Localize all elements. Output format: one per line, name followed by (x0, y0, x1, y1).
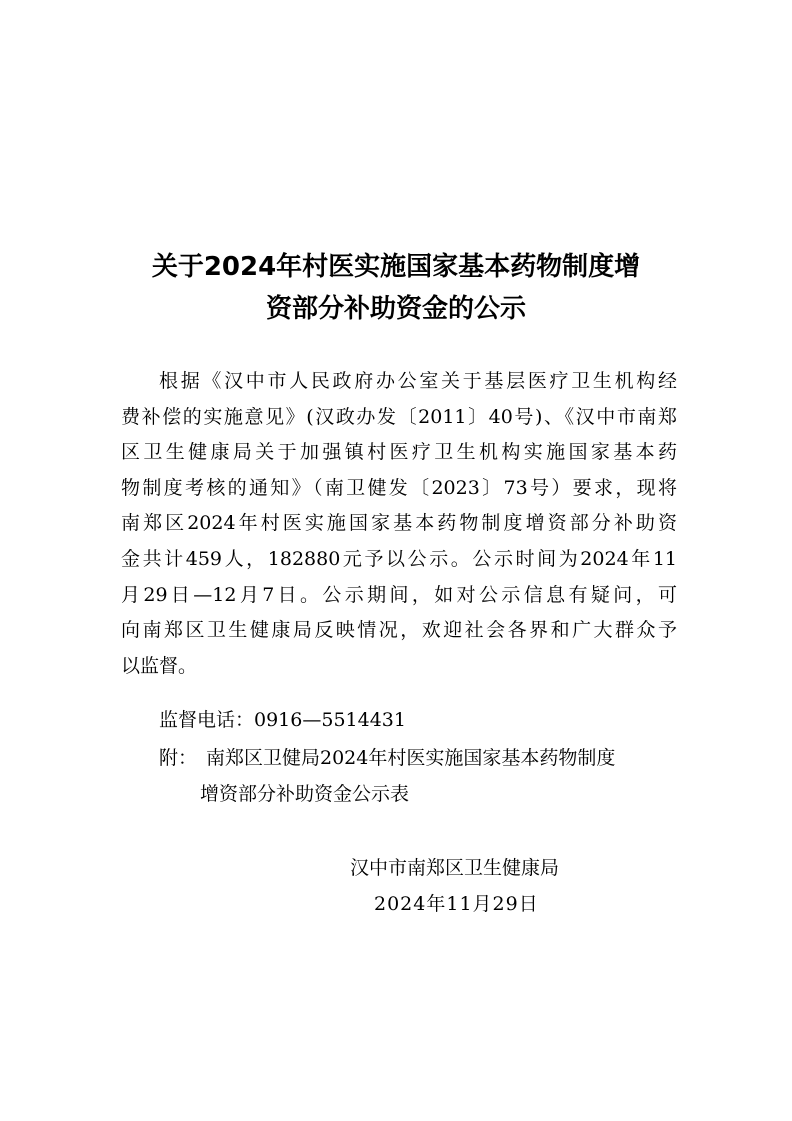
supervision-phone: 监督电话：0916—5514431 (159, 709, 406, 731)
issuing-organization: 汉中市南郑区卫生健康局 (350, 857, 560, 879)
body-line-3: 区卫生健康局关于加强镇村医疗卫生机构实施国家基本药 (121, 441, 677, 464)
issue-date: 2024年11月29日 (374, 893, 539, 915)
attachment-line-1: 南郑区卫健局2024年村医实施国家基本药物制度 (206, 747, 616, 769)
body-line-7: 月29日—12月7日。公示期间，如对公示信息有疑问，可 (121, 583, 677, 606)
attachment-content (200, 740, 616, 812)
title-line-1: 关于2024年村医实施国家基本药物制度增 (151, 252, 641, 282)
body-line-8: 向南郑区卫生健康局反映情况，欢迎社会各界和广大群众予 (121, 619, 677, 642)
attachment-label: 附： (159, 747, 198, 769)
body-line-5: 南郑区2024年村医实施国家基本药物制度增资部分补助资 (121, 512, 677, 535)
signature-block (350, 850, 610, 922)
title-line-2: 资部分补助资金的公示 (265, 294, 526, 324)
body-line-6: 金共计459人，182880元予以公示。公示时间为2024年11 (121, 547, 677, 570)
attachment-line-2: 增资部分补助资金公示表 (200, 783, 410, 805)
body-line-9: 以监督。 (121, 654, 198, 677)
body-line-1: 根据《汉中市人民政府办公室关于基层医疗卫生机构经 (159, 370, 677, 392)
body-line-2: 费补偿的实施意见》(汉政办发〔2011〕40号)、《汉中市南郑 (121, 405, 677, 428)
document-title (100, 246, 692, 330)
body-line-4: 物制度考核的通知》（南卫健发〔2023〕73号）要求，现将 (121, 476, 677, 499)
body-paragraph (121, 364, 677, 684)
